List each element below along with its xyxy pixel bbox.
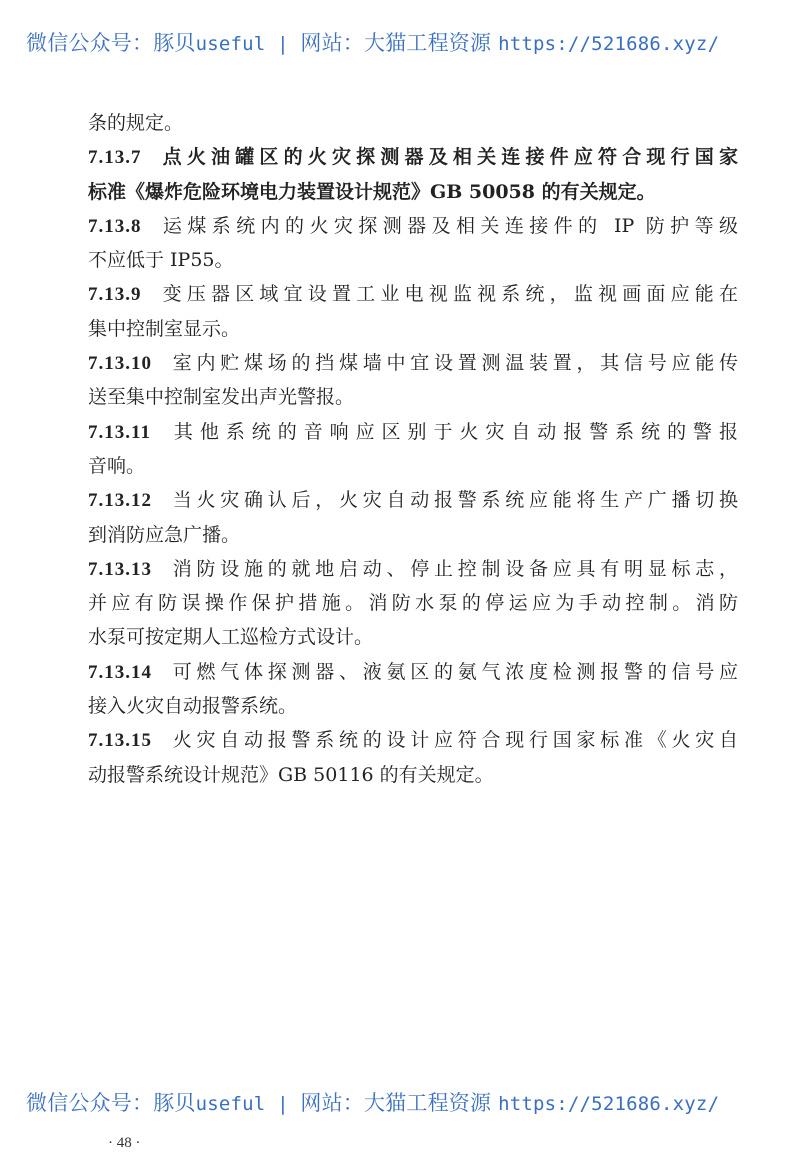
text-line <box>88 689 738 723</box>
text-line <box>88 449 738 483</box>
watermark-header <box>26 30 719 57</box>
clause-text: 音响。 <box>88 454 146 477</box>
watermark-separator: | <box>265 33 301 55</box>
watermark-wechat: 微信公众号：豚贝 <box>26 31 196 55</box>
watermark-footer <box>26 1090 719 1117</box>
text-line <box>88 620 738 654</box>
text-line <box>88 415 738 449</box>
clause-text: 并应有防误操作保护措施。消防水泵的停运应为手动控制。消防 <box>88 592 738 615</box>
clause-text: 动报警系统设计规范》GB 50116 的有关规定。 <box>88 763 494 786</box>
text-line <box>88 723 738 757</box>
clause-text: 消防设施的就地启动、停止控制设备应具有明显标志， <box>168 557 738 580</box>
text-line <box>88 243 738 277</box>
clause-text: 接入火灾自动报警系统。 <box>88 695 298 718</box>
clause-text: 条的规定。 <box>88 112 184 134</box>
clause-number: 7.13.13 <box>88 558 152 580</box>
clause-paragraph <box>88 277 738 346</box>
watermark-site: 网站：大猫工程资源 <box>300 1091 499 1115</box>
clause-paragraph <box>88 483 738 552</box>
clause-paragraph <box>88 106 738 140</box>
clause-paragraph <box>88 655 738 724</box>
text-line <box>88 552 738 586</box>
clause-paragraph <box>88 346 738 415</box>
page-number: · 48 · <box>108 1135 141 1151</box>
clause-text: 水泵可按定期人工巡检方式设计。 <box>88 626 374 649</box>
clause-number: 7.13.8 <box>88 215 142 237</box>
clause-text: 标准《爆炸危险环境电力装置设计规范》GB 50058 的有关规定。 <box>88 180 656 203</box>
clause-number: 7.13.14 <box>88 661 152 683</box>
text-line <box>88 380 738 414</box>
text-line <box>88 655 738 689</box>
watermark-url[interactable]: https://521686.xyz/ <box>498 33 720 55</box>
watermark-brand: useful <box>195 33 266 55</box>
clause-text: 当火灾确认后，火灾自动报警系统应能将生产广播切换 <box>168 489 738 512</box>
text-line <box>88 758 738 792</box>
clause-text: 可燃气体探测器、液氨区的氨气浓度检测报警的信号应 <box>168 660 738 683</box>
clause-number: 7.13.15 <box>88 730 152 752</box>
clause-paragraph <box>88 723 738 792</box>
clause-number: 7.13.12 <box>88 490 152 512</box>
clause-number: 7.13.10 <box>88 353 152 375</box>
watermark-brand: useful <box>195 1093 266 1115</box>
clause-paragraph <box>88 209 738 278</box>
clause-text: 点火油罐区的火灾探测器及相关连接件应符合现行国家 <box>157 146 738 169</box>
watermark-site: 网站：大猫工程资源 <box>300 31 499 55</box>
clause-text: 到消防应急广播。 <box>88 523 241 546</box>
clause-text: 送至集中控制室发出声光警报。 <box>88 386 355 409</box>
clause-number: 7.13.9 <box>88 284 142 306</box>
text-line <box>88 586 738 620</box>
clause-text: 火灾自动报警系统的设计应符合现行国家标准《火灾自 <box>168 729 738 752</box>
clause-number: 7.13.11 <box>88 421 151 443</box>
text-line <box>88 175 738 209</box>
clause-paragraph <box>88 552 738 655</box>
clause-text: 室内贮煤场的挡煤墙中宜设置测温装置，其信号应能传 <box>168 352 738 375</box>
text-line <box>88 518 738 552</box>
clause-text: 集中控制室显示。 <box>88 317 241 340</box>
text-line <box>88 140 738 174</box>
clause-paragraph <box>88 140 738 209</box>
document-body <box>88 106 738 792</box>
watermark-wechat: 微信公众号：豚贝 <box>26 1091 196 1115</box>
watermark-url[interactable]: https://521686.xyz/ <box>498 1093 720 1115</box>
clause-paragraph <box>88 415 738 484</box>
clause-number: 7.13.7 <box>88 147 142 169</box>
clause-text: 运煤系统内的火灾探测器及相关连接件的 IP 防护等级 <box>157 214 738 237</box>
text-line <box>88 483 738 517</box>
text-line <box>88 106 738 140</box>
text-line <box>88 277 738 311</box>
text-line <box>88 209 738 243</box>
text-line <box>88 346 738 380</box>
watermark-separator: | <box>265 1093 301 1115</box>
text-line <box>88 312 738 346</box>
clause-text: 变压器区域宜设置工业电视监视系统，监视画面应能在 <box>157 283 738 306</box>
clause-text: 其他系统的音响应区别于火灾自动报警系统的警报 <box>166 420 738 443</box>
clause-text: 不应低于 IP55。 <box>88 249 234 272</box>
